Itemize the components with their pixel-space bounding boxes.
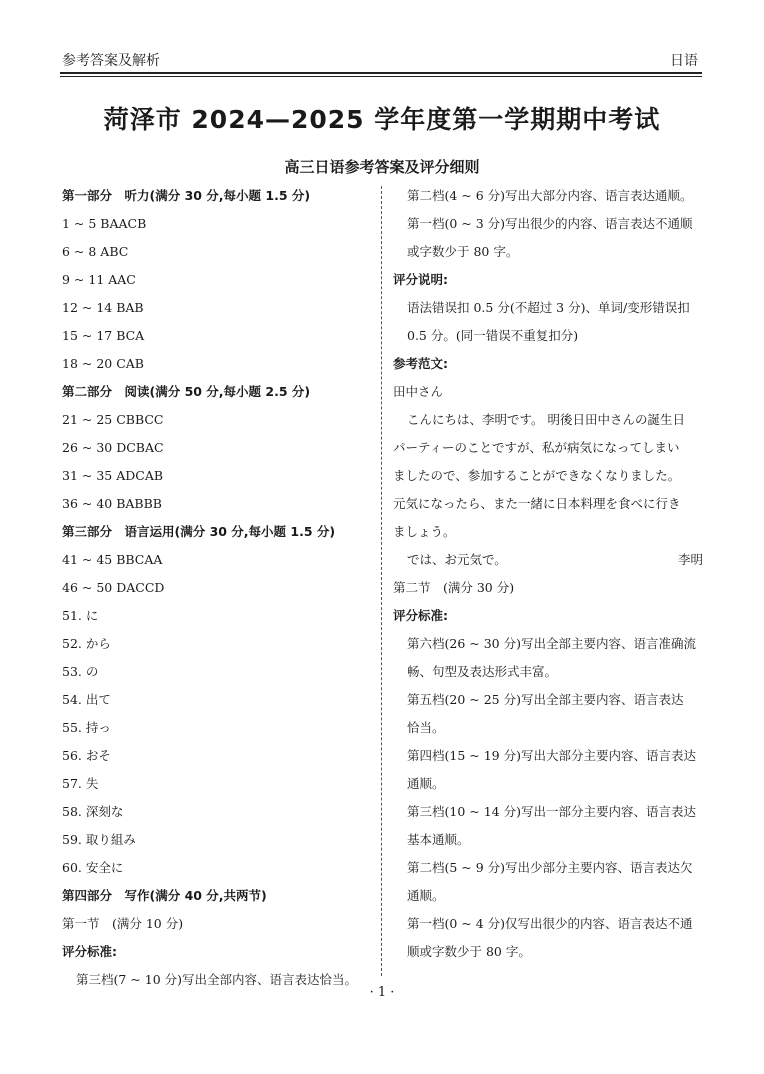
text-line: 57. 失 [62, 776, 99, 791]
text-line: 46 ~ 50 DACCD [62, 580, 165, 595]
text-line: こんにちは、李明です。 明後日田中さんの誕生日 [407, 412, 685, 427]
text-line: 56. おそ [62, 748, 111, 763]
text-line: 59. 取り組み [62, 832, 136, 847]
text-line: 21 ~ 25 CBBCC [62, 412, 164, 427]
left-column [62, 182, 372, 994]
text-line: 第二部分 阅读(满分 50 分,每小题 2.5 分) [62, 384, 311, 399]
page-header [62, 44, 698, 72]
text-line: 田中さん [393, 384, 444, 399]
text-line: 基本通顺。 [407, 832, 470, 847]
text-line: 54. 出て [62, 692, 111, 707]
header-rule-thick [60, 72, 702, 74]
text-line-main: では、お元気で。 [407, 552, 507, 567]
text-line: 畅、句型及表达形式丰富。 [407, 664, 558, 679]
text-line: 通顺。 [407, 776, 445, 791]
text-line: 语法错误扣 0.5 分(不超过 3 分)、单词/变形错误扣 [407, 300, 690, 315]
text-line: 60. 安全に [62, 860, 124, 875]
text-line: 41 ~ 45 BBCAA [62, 552, 163, 567]
text-line: 恰当。 [407, 720, 445, 735]
text-line: 55. 持っ [62, 720, 111, 735]
text-line: 第三档(10 ~ 14 分)写出一部分主要内容、语言表达 [407, 804, 696, 819]
text-line: 31 ~ 35 ADCAB [62, 468, 164, 483]
text-line: ましょう。 [393, 524, 456, 539]
column-divider [381, 186, 382, 976]
text-line: 顺或字数少于 80 字。 [407, 944, 531, 959]
text-line: 0.5 分。(同一错误不重复扣分) [407, 328, 579, 343]
text-line: 评分说明: [393, 272, 448, 287]
text-line: 第二节 (满分 30 分) [393, 580, 515, 595]
text-line: 51. に [62, 608, 99, 623]
text-line: 6 ~ 8 ABC [62, 244, 129, 259]
text-line: 第二档(5 ~ 9 分)写出少部分主要内容、语言表达欠 [407, 860, 693, 875]
text-line: 第一部分 听力(满分 30 分,每小题 1.5 分) [62, 188, 311, 203]
text-line: 15 ~ 17 BCA [62, 328, 145, 343]
header-subject-label: 日语 [670, 53, 698, 69]
text-line: 第一档(0 ~ 3 分)写出很少的内容、语言表达不通顺 [407, 216, 693, 231]
text-line: 26 ~ 30 DCBAC [62, 440, 164, 455]
text-line: 第四部分 写作(满分 40 分,共两节) [62, 888, 267, 903]
text-line: 评分标准: [62, 944, 117, 959]
text-line: 或字数少于 80 字。 [407, 244, 519, 259]
text-line [393, 546, 705, 574]
text-line: 第一档(0 ~ 4 分)仅写出很少的内容、语言表达不通 [407, 916, 693, 931]
text-line: 9 ~ 11 AAC [62, 272, 136, 287]
text-line: 第三部分 语言运用(满分 30 分,每小题 1.5 分) [62, 524, 336, 539]
text-line: 18 ~ 20 CAB [62, 356, 144, 371]
signature-name: 李明 [677, 552, 703, 567]
exam-subtitle: 高三日语参考答案及评分细则 [284, 158, 480, 176]
text-line: 36 ~ 40 BABBB [62, 496, 162, 511]
text-line: 第二档(4 ~ 6 分)写出大部分内容、语言表达通顺。 [407, 188, 693, 203]
text-line: 第四档(15 ~ 19 分)写出大部分主要内容、语言表达 [407, 748, 696, 763]
text-line: 第三档(7 ~ 10 分)写出全部内容、语言表达恰当。 [76, 972, 358, 987]
text-line: 参考范文: [393, 356, 448, 371]
text-line: 第六档(26 ~ 30 分)写出全部主要内容、语言准确流 [407, 636, 696, 651]
text-line: 52. から [62, 636, 111, 651]
header-left-label: 参考答案及解析 [62, 53, 160, 69]
exam-title: 菏泽市 2024—2025 学年度第一学期期中考试 [103, 105, 661, 134]
text-line: 12 ~ 14 BAB [62, 300, 144, 315]
text-line: 元気になったら、また一緒に日本料理を食べに行き [393, 496, 681, 511]
page-number: · 1 · [369, 985, 395, 1000]
text-line: 通顺。 [407, 888, 445, 903]
header-rule-thin [60, 76, 702, 77]
text-line: パーティーのことですが、私が病気になってしまい [393, 440, 680, 455]
text-line: 1 ~ 5 BAACB [62, 216, 147, 231]
text-line: 53. の [62, 664, 99, 679]
text-line: 第一节 (满分 10 分) [62, 916, 184, 931]
text-line: ましたので、参加することができなくなりました。 [393, 468, 681, 483]
right-column [393, 182, 705, 966]
text-line: 第五档(20 ~ 25 分)写出全部主要内容、语言表达 [407, 692, 684, 707]
text-line: 评分标准: [393, 608, 448, 623]
text-line: 58. 深刻な [62, 804, 124, 819]
